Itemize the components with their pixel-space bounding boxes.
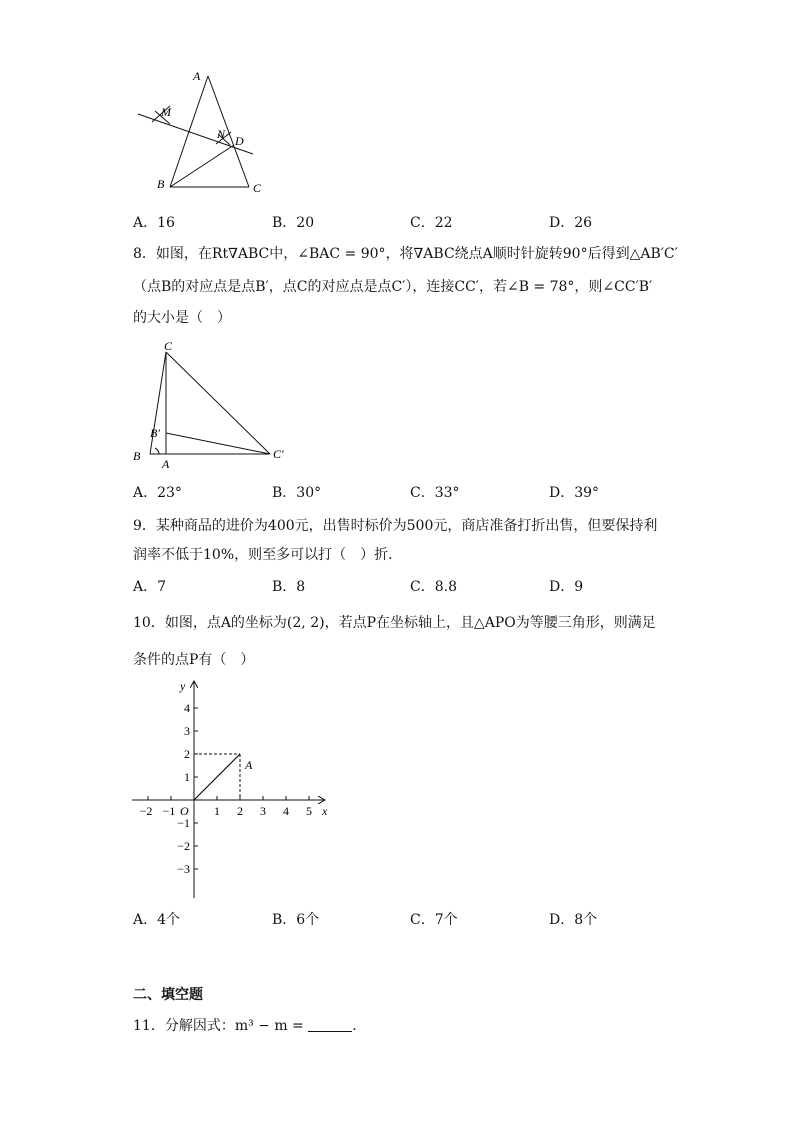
q10-option-a: A．4个 <box>133 912 181 928</box>
y-tick-label: 4 <box>184 701 190 715</box>
q8-option-c: C．33° <box>410 485 460 501</box>
x-tick-label: −1 <box>162 804 176 818</box>
q8-label-c: C <box>164 339 173 353</box>
q9-option-a: A．7 <box>133 579 167 595</box>
x-axis-label: x <box>322 804 328 818</box>
q10-coordinate-graph <box>128 676 338 901</box>
origin-label: O <box>180 804 189 818</box>
x-tick-label: 2 <box>237 804 243 818</box>
q10-option-d: D．8个 <box>549 912 598 928</box>
q7-label-b: B <box>157 177 165 191</box>
q7-label-d: D <box>235 134 244 148</box>
q10-option-b: B．6个 <box>272 912 320 928</box>
y-tick-label: 2 <box>184 747 190 761</box>
y-tick-label: 3 <box>184 724 190 738</box>
y-tick-label: 1 <box>184 770 190 784</box>
y-tick-label: −3 <box>177 862 190 876</box>
q9-option-b: B．8 <box>272 579 306 595</box>
y-tick-label: −2 <box>177 839 190 853</box>
q7-option-c: C．22 <box>410 215 453 231</box>
q11-line <box>133 1015 366 1035</box>
q10-option-c: C．7个 <box>410 912 458 928</box>
segment-oa <box>194 754 240 800</box>
q7-figure <box>130 66 270 198</box>
q9-text-line2: 润率不低于10%，则至多可以打（ ）折． <box>133 547 403 563</box>
q8-option-a: A．23° <box>133 485 182 501</box>
x-tick-label: 4 <box>283 804 289 818</box>
q7-label-m: M <box>161 105 171 119</box>
q9-text-line1: 9．某种商品的进价为400元，出售时标价为500元，商店准备打折出售，但要保持利 <box>133 518 658 534</box>
q7-option-d: D．26 <box>549 215 593 231</box>
q8-label-a: A <box>162 457 170 471</box>
q7-option-b: B．20 <box>272 215 315 231</box>
section-title: 二、填空题 <box>133 987 203 1003</box>
x-tick-label: 3 <box>260 804 266 818</box>
x-tick-label: 5 <box>306 804 312 818</box>
x-tick-label: 1 <box>214 804 220 818</box>
q10-text-line2: 条件的点P有（ ） <box>133 652 255 668</box>
y-tick-label: −1 <box>177 816 190 830</box>
x-tick-label: −2 <box>139 804 153 818</box>
q8-label-bprime: B′ <box>150 426 160 440</box>
q8-figure <box>128 336 298 472</box>
q8-label-cprime: C′ <box>273 447 284 461</box>
q8-text-line3: 的大小是（ ） <box>133 310 231 326</box>
point-a-label: A <box>245 758 253 772</box>
q7-label-n: N <box>217 127 226 141</box>
q8-option-d: D．39° <box>549 485 600 501</box>
q9-option-d: D．9 <box>549 579 584 595</box>
q11-answer-blank[interactable] <box>308 1019 352 1032</box>
q8-label-b: B <box>133 449 141 463</box>
q8-text-line1: 8．如图，在Rt∇ABC中，∠BAC = 90°，将∇ABC绕点A顺时针旋转90°后得到△AB′C′ <box>133 246 678 262</box>
y-axis-label: y <box>180 679 186 693</box>
q7-option-a: A．16 <box>133 215 175 231</box>
q8-text-line2: （点B的对应点是点B′，点C的对应点是点C′），连接CC′，若∠B = 78°，则∠CC′B′ <box>133 279 653 295</box>
q9-option-c: C．8.8 <box>410 579 457 595</box>
q7-label-a: A <box>193 69 201 83</box>
q11-text: 11．分解因式：m³ − m = <box>133 1018 304 1034</box>
q8-option-b: B．30° <box>272 485 322 501</box>
q10-text-line1: 10．如图，点A的坐标为(2, 2)，若点P在坐标轴上，且△APO为等腰三角形，则满足 <box>133 615 656 631</box>
q11-end: ． <box>352 1018 367 1034</box>
q7-label-c: C <box>253 181 262 195</box>
